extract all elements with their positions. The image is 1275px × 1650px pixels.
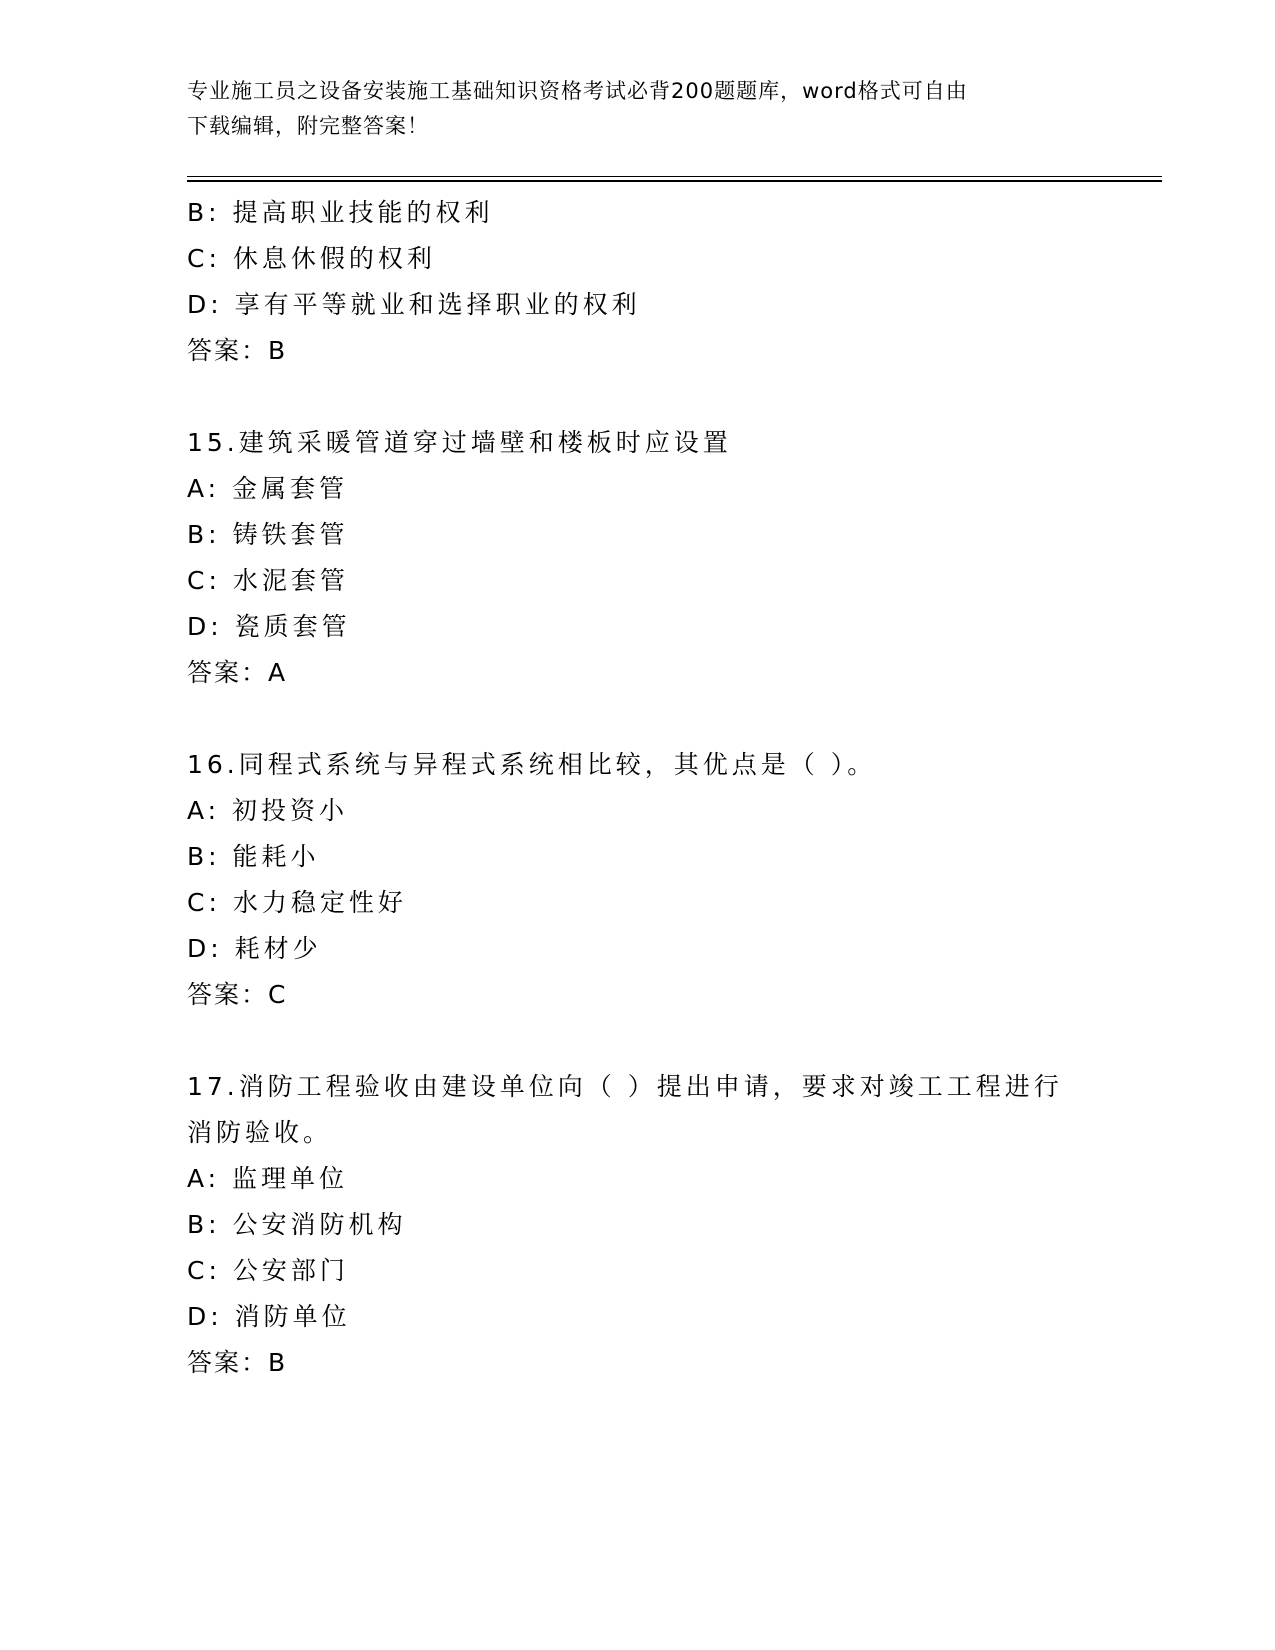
option-c: C: 公安部门	[187, 1256, 349, 1285]
spacer	[187, 696, 1087, 742]
option-b: B: 铸铁套管	[187, 520, 349, 549]
option-c: C: 水泥套管	[187, 566, 349, 595]
question-list	[187, 190, 1087, 1386]
question-17	[187, 1064, 1087, 1386]
option-c: C: 水力稳定性好	[187, 888, 407, 917]
question-16	[187, 742, 1087, 1018]
answer-line: 答案：B	[187, 1348, 288, 1377]
option-a: A: 监理单位	[187, 1164, 349, 1193]
document-header	[187, 74, 1087, 144]
option-b: B: 提高职业技能的权利	[187, 198, 494, 227]
header-divider-thin	[187, 176, 1162, 177]
spacer	[187, 1018, 1087, 1064]
question-stem: 15.建筑采暖管道穿过墙壁和楼板时应设置	[187, 428, 732, 457]
option-d: D: 享有平等就业和选择职业的权利	[187, 290, 641, 319]
answer-line: 答案：A	[187, 658, 288, 687]
header-divider-thick	[187, 180, 1162, 182]
spacer	[187, 374, 1087, 420]
option-c: C: 休息休假的权利	[187, 244, 436, 273]
option-d: D: 消防单位	[187, 1302, 351, 1331]
question-stem-line-1: 17.消防工程验收由建设单位向（ ）提出申请，要求对竣工工程进行	[187, 1072, 1063, 1101]
question-14-continued	[187, 190, 1087, 374]
answer-line: 答案：B	[187, 336, 288, 365]
header-line-1: 专业施工员之设备安装施工基础知识资格考试必背200题题库，word格式可自由	[187, 79, 968, 103]
question-stem: 16.同程式系统与异程式系统相比较，其优点是（ ）。	[187, 750, 877, 779]
option-b: B: 公安消防机构	[187, 1210, 407, 1239]
question-stem-line-2: 消防验收。	[187, 1118, 333, 1147]
option-d: D: 瓷质套管	[187, 612, 351, 641]
option-a: A: 初投资小	[187, 796, 349, 825]
header-line-2: 下载编辑，附完整答案！	[187, 114, 429, 138]
option-d: D: 耗材少	[187, 934, 322, 963]
option-a: A: 金属套管	[187, 474, 349, 503]
question-15	[187, 420, 1087, 696]
answer-line: 答案：C	[187, 980, 288, 1009]
option-b: B: 能耗小	[187, 842, 320, 871]
